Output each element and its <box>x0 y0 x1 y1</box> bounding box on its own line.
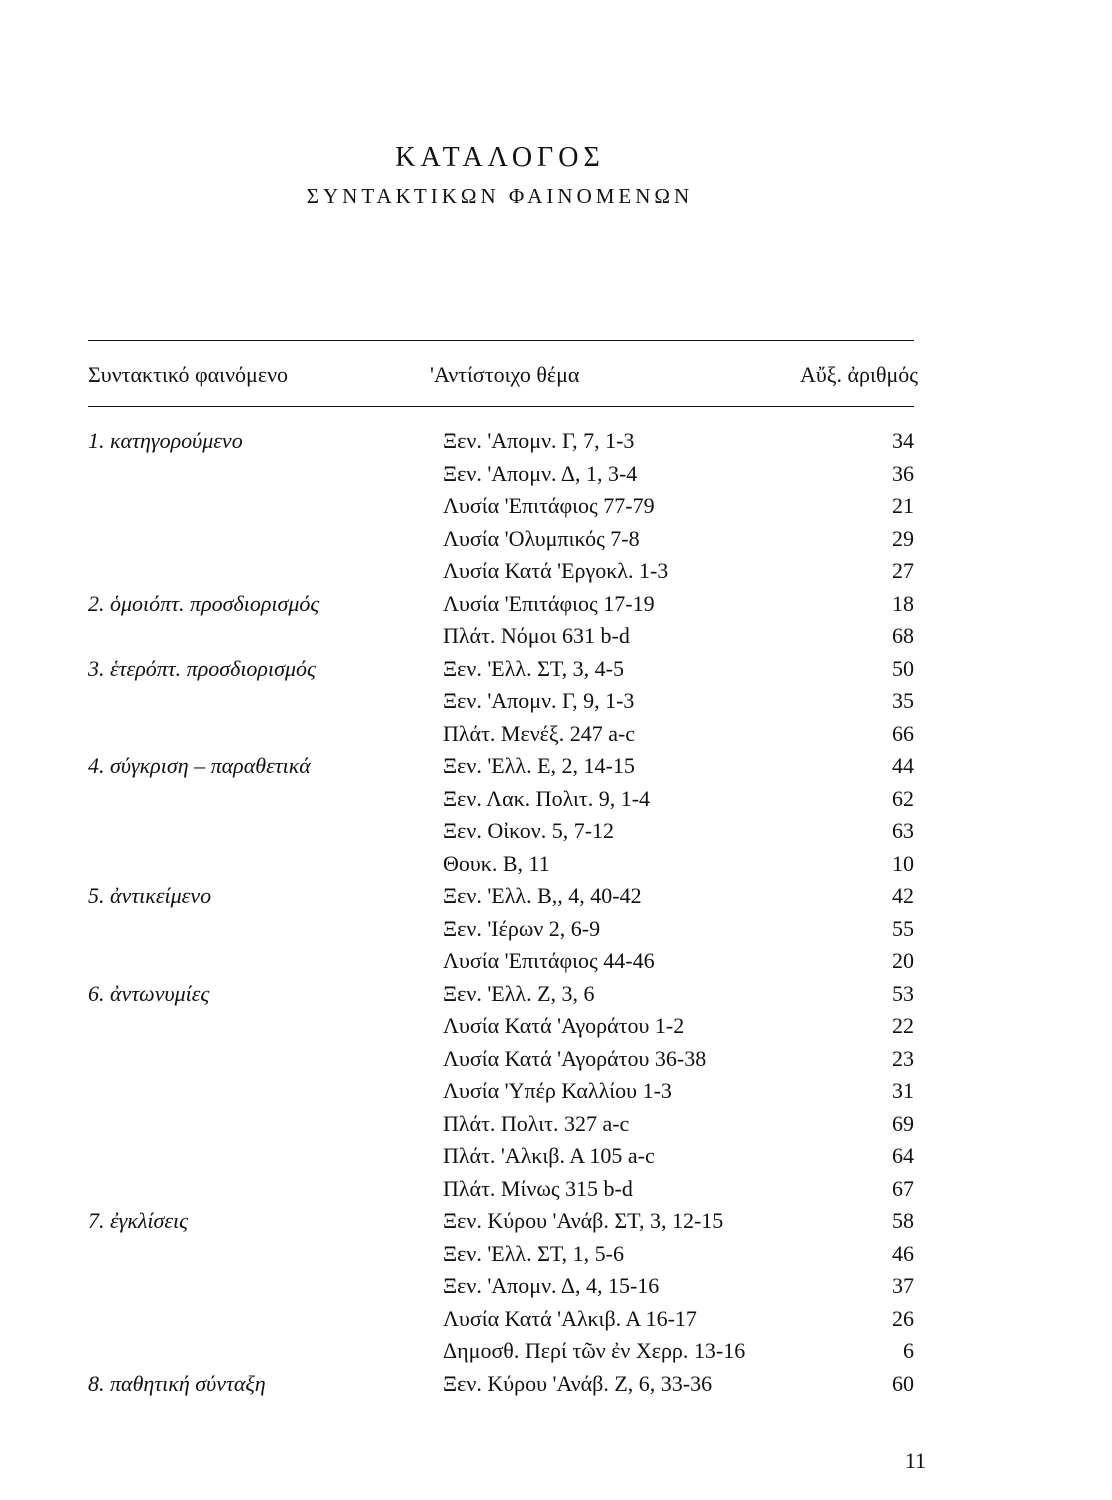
row-theme: Ξεν. Οἰκον. 5, 7-12 <box>443 818 615 843</box>
row-theme: Ξεν. 'Ελλ. ΣΤ, 1, 5-6 <box>443 1240 625 1266</box>
table-row <box>88 750 924 783</box>
table-body <box>88 425 924 1400</box>
row-number: 44 <box>892 753 914 778</box>
table-row <box>88 880 924 913</box>
table-top-rule <box>88 340 914 341</box>
row-theme: Πλάτ. Μενέξ. 247 a-c <box>443 720 636 746</box>
column-header-number: Αὔξ. ἀριθμός <box>799 362 918 387</box>
row-theme: Λυσία 'Επιτάφιος 44-46 <box>443 948 655 973</box>
row-number: 53 <box>892 980 914 1006</box>
row-phenomenon: 3. ἑτερόπτ. προσδιορισμός <box>88 655 316 681</box>
row-number: 46 <box>892 1240 914 1266</box>
page-subtitle: ΣΥΝΤΑΚΤΙΚΩΝ ΦΑΙΝΟΜΕΝΩΝ <box>306 184 694 208</box>
row-number: 67 <box>892 1175 914 1201</box>
row-number: 35 <box>892 688 914 713</box>
row-phenomenon: 7. ἐγκλίσεις <box>88 1208 189 1233</box>
row-theme: Ξεν. Κύρου 'Ανάβ. ΣΤ, 3, 12-15 <box>443 1208 724 1233</box>
row-theme: Λυσία 'Ολυμπικός 7-8 <box>443 525 640 551</box>
row-number: 29 <box>892 525 914 551</box>
table-row <box>88 1335 924 1368</box>
row-theme: Λυσία Κατά 'Εργοκλ. 1-3 <box>443 558 669 583</box>
row-theme: Λυσία Κατά 'Αγοράτου 36-38 <box>443 1045 707 1071</box>
row-number: 10 <box>892 850 914 876</box>
table-row <box>88 1010 924 1043</box>
table-row <box>88 1270 924 1303</box>
row-number: 37 <box>892 1273 914 1298</box>
table-row <box>88 1173 924 1206</box>
table-row <box>88 1043 924 1076</box>
table-row <box>88 458 924 491</box>
table-row <box>88 1075 924 1108</box>
row-theme: Λυσία 'Υπέρ Καλλίου 1-3 <box>443 1078 672 1103</box>
row-theme: Ξεν. 'Ελλ. ΣΤ, 3, 4-5 <box>443 655 625 681</box>
row-number: 55 <box>892 915 914 941</box>
table-row <box>88 1108 924 1141</box>
row-theme: Ξεν. 'Απομν. Γ, 7, 1-3 <box>443 428 635 453</box>
row-number: 50 <box>892 655 914 681</box>
row-number: 23 <box>892 1045 914 1071</box>
row-number: 68 <box>892 623 914 648</box>
row-number: 34 <box>892 428 914 453</box>
row-phenomenon: 1. κατηγορούμενο <box>88 428 243 453</box>
row-phenomenon: 8. παθητική σύνταξη <box>88 1370 266 1396</box>
table-row <box>88 1238 924 1271</box>
row-number: 27 <box>892 558 914 583</box>
row-number: 58 <box>892 1208 914 1233</box>
row-theme: Ξεν. 'Ελλ. Β,, 4, 40-42 <box>443 883 642 908</box>
row-number: 60 <box>892 1370 914 1396</box>
table-row <box>88 1368 924 1401</box>
table-row <box>88 945 924 978</box>
row-number: 31 <box>892 1078 914 1103</box>
row-theme: Ξεν. 'Απομν. Δ, 4, 15-16 <box>443 1273 660 1298</box>
table-row <box>88 555 924 588</box>
column-header-theme: 'Αντίστοιχο θέμα <box>430 362 580 387</box>
table-header-rule <box>88 406 914 407</box>
table-row <box>88 978 924 1011</box>
row-theme: Πλάτ. Πολιτ. 327 a-c <box>443 1110 630 1136</box>
row-number: 22 <box>892 1013 914 1038</box>
row-theme: Πλάτ. 'Αλκιβ. Α 105 a-c <box>443 1143 655 1168</box>
row-theme: Δημοσθ. Περί τῶν ἐν Χερρ. 13-16 <box>443 1338 746 1363</box>
row-theme: Ξεν. 'Ελλ. Ζ, 3, 6 <box>443 980 595 1006</box>
row-number: 64 <box>892 1143 914 1168</box>
row-number: 66 <box>892 720 914 746</box>
row-theme: Ξεν. Κύρου 'Ανάβ. Ζ, 6, 33-36 <box>443 1370 713 1396</box>
row-number: 6 <box>903 1338 914 1363</box>
row-number: 18 <box>892 590 914 616</box>
row-number: 69 <box>892 1110 914 1136</box>
table-row <box>88 425 924 458</box>
table-row <box>88 783 924 816</box>
row-phenomenon: 5. ἀντικείμενο <box>88 883 212 908</box>
row-theme: Ξεν. 'Απομν. Δ, 1, 3-4 <box>443 460 638 486</box>
row-number: 42 <box>892 883 914 908</box>
table-row <box>88 490 924 523</box>
page-title: ΚΑΤΑΛΟΓΟΣ <box>395 142 605 173</box>
row-theme: Ξεν. Λακ. Πολιτ. 9, 1-4 <box>443 785 651 811</box>
table-row <box>88 913 924 946</box>
table-row <box>88 848 924 881</box>
row-number: 63 <box>892 818 914 843</box>
table-row <box>88 1140 924 1173</box>
row-theme: Πλάτ. Μίνως 315 b-d <box>443 1175 633 1201</box>
row-theme: Λυσία 'Επιτάφιος 17-19 <box>443 590 655 616</box>
row-theme: Λυσία 'Επιτάφιος 77-79 <box>443 493 655 518</box>
table-row <box>88 685 924 718</box>
row-phenomenon: 2. ὁμοιόπτ. προσδιορισμός <box>88 590 320 616</box>
row-number: 21 <box>892 493 914 518</box>
table-row <box>88 1205 924 1238</box>
row-theme: Ξεν. 'Απομν. Γ, 9, 1-3 <box>443 688 635 713</box>
column-header-phenomenon: Συντακτικό φαινόμενο <box>88 362 289 387</box>
table-row <box>88 588 924 621</box>
row-theme: Λυσία Κατά 'Αγοράτου 1-2 <box>443 1013 685 1038</box>
table-row <box>88 1303 924 1336</box>
page-number: 11 <box>904 1448 926 1473</box>
row-theme: Ξεν. 'Ελλ. Ε, 2, 14-15 <box>443 753 635 778</box>
table-row <box>88 653 924 686</box>
table-row <box>88 815 924 848</box>
table-row <box>88 718 924 751</box>
row-theme: Θουκ. Β, 11 <box>443 850 550 876</box>
row-number: 26 <box>892 1305 914 1331</box>
table-row <box>88 620 924 653</box>
row-theme: Ξεν. 'Ιέρων 2, 6-9 <box>443 915 601 941</box>
row-number: 36 <box>892 460 914 486</box>
table-row <box>88 523 924 556</box>
row-phenomenon: 6. ἀντωνυμίες <box>88 980 210 1006</box>
row-number: 62 <box>892 785 914 811</box>
row-number: 20 <box>892 948 914 973</box>
row-theme: Πλάτ. Νόμοι 631 b-d <box>443 623 630 648</box>
row-phenomenon: 4. σύγκριση – παραθετικά <box>88 753 311 778</box>
row-theme: Λυσία Κατά 'Αλκιβ. Α 16-17 <box>443 1305 697 1331</box>
